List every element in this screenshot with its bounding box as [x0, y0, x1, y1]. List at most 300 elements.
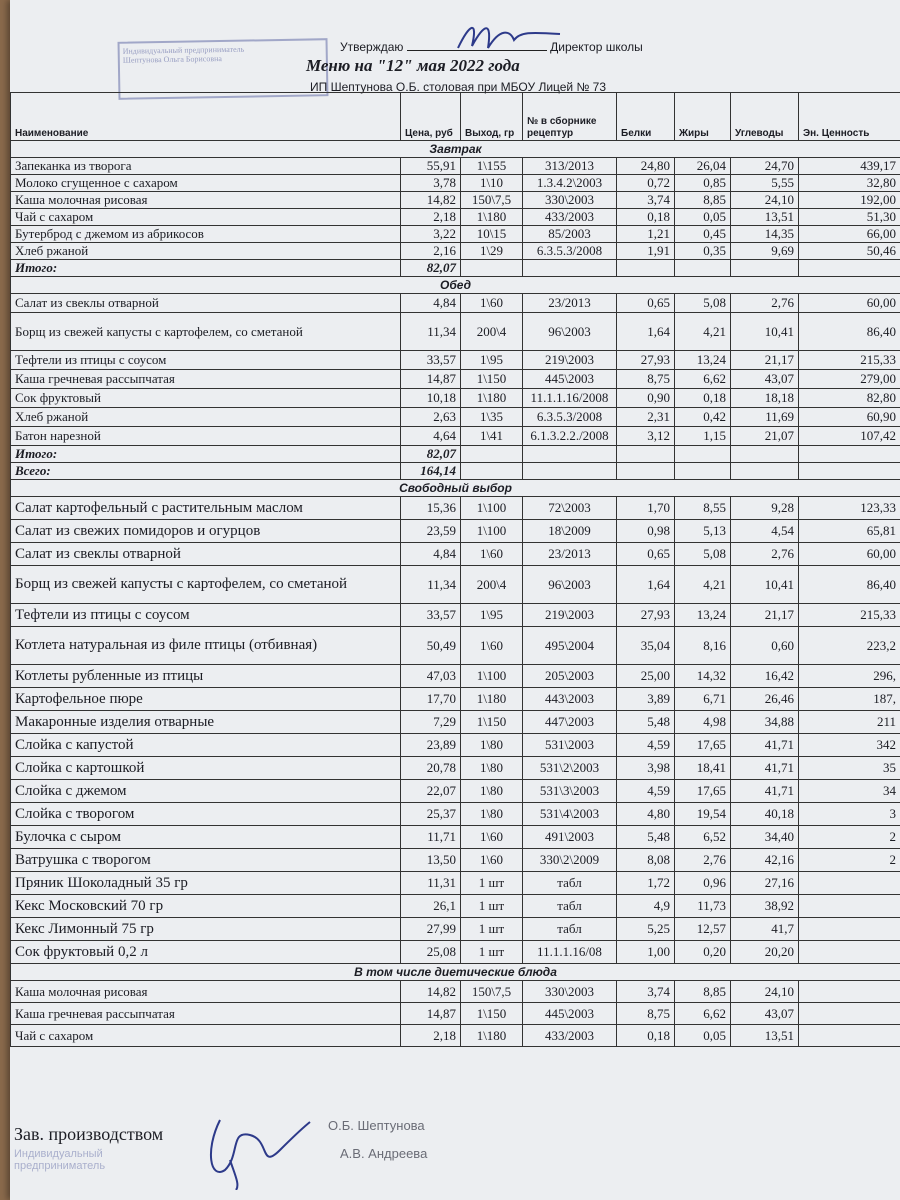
- cell-value: 8,75: [617, 370, 675, 389]
- cell-value: 531\3\2003: [523, 780, 617, 803]
- menu-body: [11, 141, 900, 1047]
- empty-cell: [799, 446, 900, 463]
- cell-value: 4,84: [401, 294, 461, 313]
- cell-value: [799, 1025, 900, 1047]
- cell-value: 0,20: [675, 941, 731, 964]
- cell-value: 6,52: [675, 826, 731, 849]
- cell-value: 1,64: [617, 566, 675, 604]
- cell-value: 6,62: [675, 370, 731, 389]
- total-label: Итого:: [11, 260, 401, 277]
- total-value: 82,07: [401, 446, 461, 463]
- cell-value: 24,10: [731, 192, 799, 209]
- cell-value: 86,40: [799, 313, 900, 351]
- cell-value: 20,20: [731, 941, 799, 964]
- cell-value: 10,41: [731, 313, 799, 351]
- cell-value: 3,22: [401, 226, 461, 243]
- cell-value: 11,69: [731, 408, 799, 427]
- cell-value: 3: [799, 803, 900, 826]
- cell-value: 2,16: [401, 243, 461, 260]
- dish-name: Каша молочная рисовая: [11, 981, 401, 1003]
- cell-value: 1\60: [461, 849, 523, 872]
- dish-name: Борщ из свежей капусты с картофелем, со сметаной: [11, 566, 401, 604]
- cell-value: 13,50: [401, 849, 461, 872]
- cell-value: 3,78: [401, 175, 461, 192]
- cell-value: 41,7: [731, 918, 799, 941]
- cell-value: 1 шт: [461, 941, 523, 964]
- table-row: [11, 918, 900, 941]
- total-row: [11, 260, 900, 277]
- cell-value: 1,91: [617, 243, 675, 260]
- cell-value: 9,69: [731, 243, 799, 260]
- cell-value: 19,54: [675, 803, 731, 826]
- cell-value: 23/2013: [523, 294, 617, 313]
- cell-value: 1\100: [461, 665, 523, 688]
- cell-value: 14,35: [731, 226, 799, 243]
- cell-value: 14,32: [675, 665, 731, 688]
- cell-value: 296,: [799, 665, 900, 688]
- cell-value: 2,76: [675, 849, 731, 872]
- cell-value: 8,85: [675, 981, 731, 1003]
- cell-value: 11,71: [401, 826, 461, 849]
- cell-value: 21,07: [731, 427, 799, 446]
- cell-value: 8,16: [675, 627, 731, 665]
- cell-value: 25,37: [401, 803, 461, 826]
- menu-title: Меню на "12" мая 2022 года: [306, 56, 520, 75]
- dish-name: Сок фруктовый 0,2 л: [11, 941, 401, 964]
- table-row: [11, 826, 900, 849]
- cell-value: 1\80: [461, 757, 523, 780]
- cell-value: 18,41: [675, 757, 731, 780]
- cell-value: 60,00: [799, 294, 900, 313]
- cell-value: 41,71: [731, 757, 799, 780]
- dish-name: Салат из свежих помидоров и огурцов: [11, 520, 401, 543]
- cell-value: [799, 895, 900, 918]
- cell-value: 0,45: [675, 226, 731, 243]
- cell-value: 10,18: [401, 389, 461, 408]
- dish-name: Слойка с джемом: [11, 780, 401, 803]
- cell-value: 433/2003: [523, 209, 617, 226]
- empty-cell: [461, 463, 523, 480]
- dish-name: Каша гречневая рассыпчатая: [11, 370, 401, 389]
- cell-value: 0,96: [675, 872, 731, 895]
- cell-value: 1 шт: [461, 918, 523, 941]
- cell-value: 531\2\2003: [523, 757, 617, 780]
- table-row: [11, 351, 900, 370]
- cell-value: 0,42: [675, 408, 731, 427]
- col-price: Цена, руб: [401, 93, 461, 141]
- cell-value: 4,54: [731, 520, 799, 543]
- section-header: [11, 141, 900, 158]
- cell-value: 433/2003: [523, 1025, 617, 1047]
- cell-value: 2,63: [401, 408, 461, 427]
- cell-value: 5,25: [617, 918, 675, 941]
- menu-subtitle: ИП Шептунова О.Б. столовая при МБОУ Лицей № 73: [310, 80, 607, 94]
- cell-value: 330\2003: [523, 192, 617, 209]
- table-row: [11, 370, 900, 389]
- empty-cell: [617, 260, 675, 277]
- cell-value: 23/2013: [523, 543, 617, 566]
- cell-value: 5,48: [617, 826, 675, 849]
- cell-value: [799, 1003, 900, 1025]
- cell-value: 0,98: [617, 520, 675, 543]
- empty-cell: [461, 446, 523, 463]
- col-recipe: № в сборнике рецептур: [523, 93, 617, 141]
- table-row: [11, 520, 900, 543]
- col-fats: Жиры: [675, 93, 731, 141]
- manager-signature: [200, 1110, 320, 1190]
- cell-value: 18,18: [731, 389, 799, 408]
- cell-value: 11,34: [401, 566, 461, 604]
- cell-value: 15,36: [401, 497, 461, 520]
- empty-cell: [799, 260, 900, 277]
- cell-value: 1\10: [461, 175, 523, 192]
- cell-value: 23,59: [401, 520, 461, 543]
- cell-value: 21,17: [731, 604, 799, 627]
- cell-value: 330\2\2009: [523, 849, 617, 872]
- cell-value: 60,00: [799, 543, 900, 566]
- section-title: Свободный выбор: [11, 480, 900, 497]
- dish-name: Хлеб ржаной: [11, 408, 401, 427]
- cell-value: 41,71: [731, 734, 799, 757]
- cell-value: 3,12: [617, 427, 675, 446]
- cell-value: 2,31: [617, 408, 675, 427]
- cell-value: 1\29: [461, 243, 523, 260]
- cell-value: 205\2003: [523, 665, 617, 688]
- total-value: 164,14: [401, 463, 461, 480]
- dish-name: Картофельное пюре: [11, 688, 401, 711]
- cell-value: 0,65: [617, 294, 675, 313]
- cell-value: 7,29: [401, 711, 461, 734]
- empty-cell: [523, 463, 617, 480]
- table-row: [11, 226, 900, 243]
- dish-name: Слойка с творогом: [11, 803, 401, 826]
- cell-value: 60,90: [799, 408, 900, 427]
- footer-name-1: О.Б. Шептунова: [328, 1118, 425, 1133]
- cell-value: 27,93: [617, 604, 675, 627]
- approve-label: Утверждаю: [340, 40, 404, 54]
- cell-value: 4,21: [675, 313, 731, 351]
- cell-value: 107,42: [799, 427, 900, 446]
- cell-value: 4,9: [617, 895, 675, 918]
- dish-name: Каша молочная рисовая: [11, 192, 401, 209]
- table-row: [11, 209, 900, 226]
- cell-value: 24,10: [731, 981, 799, 1003]
- cell-value: 447\2003: [523, 711, 617, 734]
- section-header: [11, 964, 900, 981]
- dish-name: Сок фруктовый: [11, 389, 401, 408]
- cell-value: 65,81: [799, 520, 900, 543]
- cell-value: 14,82: [401, 981, 461, 1003]
- cell-value: 13,24: [675, 351, 731, 370]
- cell-value: 33,57: [401, 604, 461, 627]
- cell-value: 6.3.5.3/2008: [523, 243, 617, 260]
- table-row: [11, 604, 900, 627]
- approval-line: [340, 40, 643, 54]
- approval-stamp: Индивидуальный предприниматель Шептунова Ольга Борисовна: [118, 38, 329, 100]
- dish-name: Тефтели из птицы с соусом: [11, 604, 401, 627]
- cell-value: 14,82: [401, 192, 461, 209]
- cell-value: 223,2: [799, 627, 900, 665]
- cell-value: 313/2013: [523, 158, 617, 175]
- cell-value: 11,73: [675, 895, 731, 918]
- cell-value: 1\95: [461, 604, 523, 627]
- cell-value: 5,08: [675, 294, 731, 313]
- cell-value: 35: [799, 757, 900, 780]
- cell-value: 23,89: [401, 734, 461, 757]
- cell-value: 6,62: [675, 1003, 731, 1025]
- cell-value: 24,70: [731, 158, 799, 175]
- cell-value: 32,80: [799, 175, 900, 192]
- cell-value: 1\35: [461, 408, 523, 427]
- cell-value: 66,00: [799, 226, 900, 243]
- dish-name: Кекс Московский 70 гр: [11, 895, 401, 918]
- cell-value: 5,08: [675, 543, 731, 566]
- table-row: [11, 872, 900, 895]
- cell-value: 26,04: [675, 158, 731, 175]
- empty-cell: [617, 446, 675, 463]
- footer-stamp: Индивидуальный предприниматель: [14, 1148, 106, 1172]
- footer-label: Зав. производством: [14, 1124, 164, 1144]
- cell-value: 4,98: [675, 711, 731, 734]
- cell-value: табл: [523, 872, 617, 895]
- cell-value: 26,46: [731, 688, 799, 711]
- cell-value: 50,49: [401, 627, 461, 665]
- cell-value: 55,91: [401, 158, 461, 175]
- cell-value: 0,05: [675, 1025, 731, 1047]
- empty-cell: [675, 463, 731, 480]
- cell-value: 86,40: [799, 566, 900, 604]
- cell-value: 187,: [799, 688, 900, 711]
- cell-value: 40,18: [731, 803, 799, 826]
- dish-name: Чай с сахаром: [11, 209, 401, 226]
- cell-value: 0,65: [617, 543, 675, 566]
- cell-value: 1\60: [461, 543, 523, 566]
- dish-name: Кекс Лимонный 75 гр: [11, 918, 401, 941]
- dish-name: Котлета натуральная из филе птицы (отбивная): [11, 627, 401, 665]
- cell-value: 26,1: [401, 895, 461, 918]
- empty-cell: [523, 260, 617, 277]
- cell-value: 16,42: [731, 665, 799, 688]
- table-row: [11, 757, 900, 780]
- table-row: [11, 688, 900, 711]
- cell-value: [799, 918, 900, 941]
- empty-cell: [617, 463, 675, 480]
- dish-name: Хлеб ржаной: [11, 243, 401, 260]
- cell-value: 443\2003: [523, 688, 617, 711]
- table-row: [11, 389, 900, 408]
- cell-value: 4,80: [617, 803, 675, 826]
- cell-value: 85/2003: [523, 226, 617, 243]
- cell-value: 200\4: [461, 566, 523, 604]
- cell-value: 5,13: [675, 520, 731, 543]
- cell-value: 13,24: [675, 604, 731, 627]
- cell-value: 1\60: [461, 294, 523, 313]
- cell-value: 531\2003: [523, 734, 617, 757]
- cell-value: 2: [799, 826, 900, 849]
- cell-value: 279,00: [799, 370, 900, 389]
- total-label: Итого:: [11, 446, 401, 463]
- cell-value: 13,51: [731, 1025, 799, 1047]
- empty-cell: [799, 463, 900, 480]
- cell-value: 219\2003: [523, 604, 617, 627]
- empty-cell: [523, 446, 617, 463]
- cell-value: 1\60: [461, 826, 523, 849]
- cell-value: [799, 872, 900, 895]
- dish-name: Ватрушка с творогом: [11, 849, 401, 872]
- cell-value: 3,89: [617, 688, 675, 711]
- dish-name: Пряник Шоколадный 35 гр: [11, 872, 401, 895]
- cell-value: 17,65: [675, 780, 731, 803]
- cell-value: 0,35: [675, 243, 731, 260]
- cell-value: 150\7,5: [461, 981, 523, 1003]
- table-row: [11, 175, 900, 192]
- dish-name: Слойка с капустой: [11, 734, 401, 757]
- empty-cell: [461, 260, 523, 277]
- cell-value: 0,18: [675, 389, 731, 408]
- empty-cell: [731, 446, 799, 463]
- cell-value: 25,00: [617, 665, 675, 688]
- cell-value: 33,57: [401, 351, 461, 370]
- cell-value: 11,34: [401, 313, 461, 351]
- dish-name: Запеканка из творога: [11, 158, 401, 175]
- dish-name: Котлеты рубленные из птицы: [11, 665, 401, 688]
- section-title: Завтрак: [11, 141, 900, 158]
- col-carbs: Углеводы: [731, 93, 799, 141]
- cell-value: табл: [523, 918, 617, 941]
- total-value: 82,07: [401, 260, 461, 277]
- table-row: [11, 711, 900, 734]
- cell-value: 25,08: [401, 941, 461, 964]
- dish-name: Борщ из свежей капусты с картофелем, со сметаной: [11, 313, 401, 351]
- cell-value: 342: [799, 734, 900, 757]
- cell-value: 1\100: [461, 520, 523, 543]
- cell-value: 0,90: [617, 389, 675, 408]
- cell-value: 4,64: [401, 427, 461, 446]
- empty-cell: [731, 260, 799, 277]
- cell-value: 3,98: [617, 757, 675, 780]
- empty-cell: [675, 260, 731, 277]
- cell-value: 1\100: [461, 497, 523, 520]
- signature-line: [407, 50, 547, 51]
- cell-value: 439,17: [799, 158, 900, 175]
- cell-value: 35,04: [617, 627, 675, 665]
- cell-value: 0,85: [675, 175, 731, 192]
- cell-value: 17,65: [675, 734, 731, 757]
- footer-name-2: А.В. Андреева: [340, 1146, 428, 1161]
- dish-name: Батон нарезной: [11, 427, 401, 446]
- cell-value: 0,05: [675, 209, 731, 226]
- cell-value: 1\150: [461, 711, 523, 734]
- menu-table: [10, 92, 900, 1047]
- table-row: [11, 1025, 900, 1047]
- col-energy: Эн. Ценность: [799, 93, 900, 141]
- dish-name: Чай с сахаром: [11, 1025, 401, 1047]
- dish-name: Салат картофельный с растительным маслом: [11, 497, 401, 520]
- cell-value: 150\7,5: [461, 192, 523, 209]
- cell-value: 96\2003: [523, 313, 617, 351]
- cell-value: 1\180: [461, 209, 523, 226]
- cell-value: 200\4: [461, 313, 523, 351]
- table-row: [11, 158, 900, 175]
- table-row: [11, 627, 900, 665]
- menu-sheet: [10, 0, 900, 1200]
- section-title: Обед: [11, 277, 900, 294]
- cell-value: 12,57: [675, 918, 731, 941]
- cell-value: 123,33: [799, 497, 900, 520]
- cell-value: 2,76: [731, 294, 799, 313]
- cell-value: 51,30: [799, 209, 900, 226]
- cell-value: 1,70: [617, 497, 675, 520]
- dish-name: Тефтели из птицы с соусом: [11, 351, 401, 370]
- total-label: Всего:: [11, 463, 401, 480]
- dish-name: Бутерброд с джемом из абрикосов: [11, 226, 401, 243]
- table-row: [11, 665, 900, 688]
- table-row: [11, 780, 900, 803]
- cell-value: 1\180: [461, 688, 523, 711]
- cell-value: 1,21: [617, 226, 675, 243]
- table-row: [11, 566, 900, 604]
- cell-value: 491\2003: [523, 826, 617, 849]
- cell-value: 82,80: [799, 389, 900, 408]
- cell-value: 4,21: [675, 566, 731, 604]
- table-header-row: [11, 93, 900, 141]
- cell-value: 3,74: [617, 981, 675, 1003]
- cell-value: 1\80: [461, 780, 523, 803]
- cell-value: 72\2003: [523, 497, 617, 520]
- cell-value: 43,07: [731, 1003, 799, 1025]
- section-header: [11, 480, 900, 497]
- cell-value: 43,07: [731, 370, 799, 389]
- table-row: [11, 408, 900, 427]
- cell-value: 1\41: [461, 427, 523, 446]
- cell-value: 1\155: [461, 158, 523, 175]
- cell-value: табл: [523, 895, 617, 918]
- cell-value: 22,07: [401, 780, 461, 803]
- cell-value: 14,87: [401, 370, 461, 389]
- cell-value: 445\2003: [523, 370, 617, 389]
- cell-value: 1\80: [461, 803, 523, 826]
- cell-value: 20,78: [401, 757, 461, 780]
- col-proteins: Белки: [617, 93, 675, 141]
- table-row: [11, 192, 900, 209]
- table-row: [11, 849, 900, 872]
- cell-value: 2: [799, 849, 900, 872]
- cell-value: 1\180: [461, 389, 523, 408]
- cell-value: 1\180: [461, 1025, 523, 1047]
- cell-value: 6.1.3.2.2./2008: [523, 427, 617, 446]
- dish-name: Каша гречневая рассыпчатая: [11, 1003, 401, 1025]
- cell-value: 1,64: [617, 313, 675, 351]
- cell-value: 34,40: [731, 826, 799, 849]
- table-row: [11, 313, 900, 351]
- table-row: [11, 427, 900, 446]
- cell-value: 1 шт: [461, 872, 523, 895]
- cell-value: 6,71: [675, 688, 731, 711]
- cell-value: 50,46: [799, 243, 900, 260]
- dish-name: Булочка с сыром: [11, 826, 401, 849]
- cell-value: 0,72: [617, 175, 675, 192]
- cell-value: 18\2009: [523, 520, 617, 543]
- cell-value: 2,76: [731, 543, 799, 566]
- cell-value: 41,71: [731, 780, 799, 803]
- cell-value: 4,84: [401, 543, 461, 566]
- table-row: [11, 895, 900, 918]
- cell-value: 192,00: [799, 192, 900, 209]
- dish-name: Салат из свеклы отварной: [11, 294, 401, 313]
- dish-name: Салат из свеклы отварной: [11, 543, 401, 566]
- col-yield: Выход, гр: [461, 93, 523, 141]
- cell-value: 10\15: [461, 226, 523, 243]
